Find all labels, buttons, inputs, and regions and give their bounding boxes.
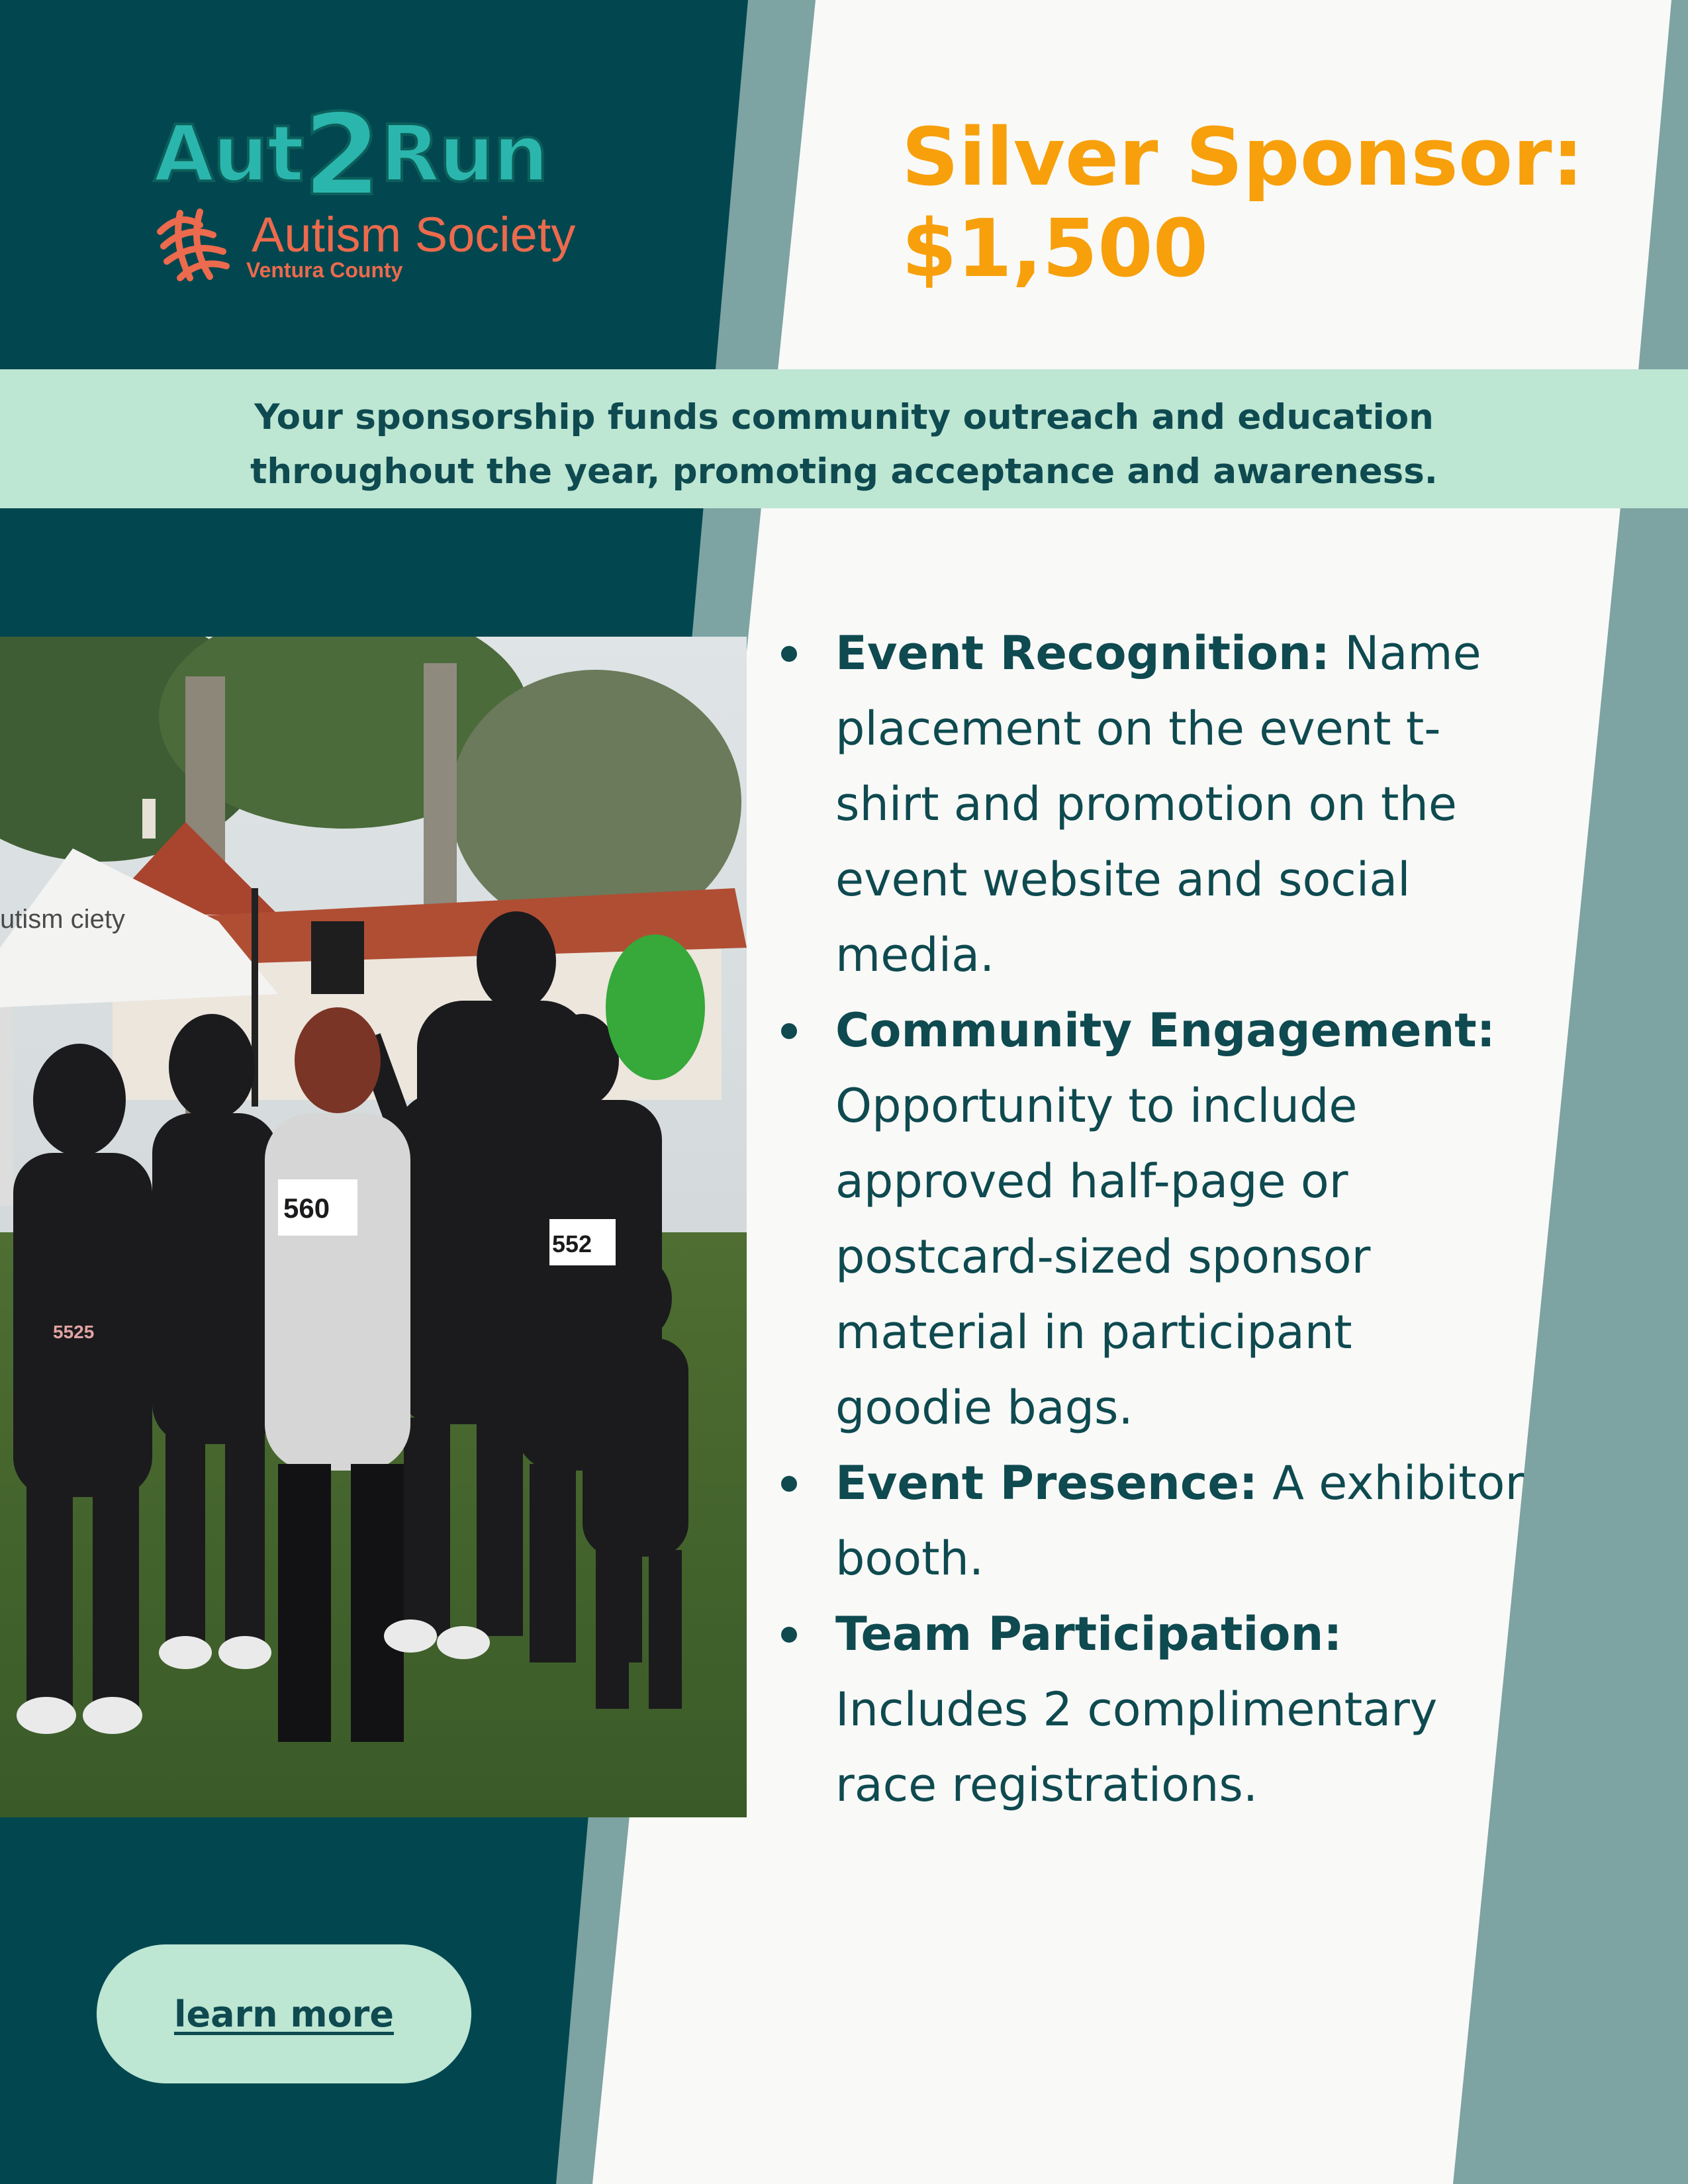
sponsorship-banner [0,369,1688,508]
autism-society-mark-icon [154,205,233,285]
banner-text [0,390,1688,499]
benefit-title: Team Participation: [835,1607,1342,1661]
logo-title: Aut2Run [154,90,547,221]
tent-text: utism ciety [0,905,125,934]
event-participants-photo [0,637,747,1817]
bib-number: 552 [552,1230,592,1257]
benefit-text: A exhibitor [1272,1456,1524,1510]
benefit-text: shirt and promotion on the [835,777,1457,831]
sponsor-tier-price: $1,500 [902,203,1209,295]
logo-org-name: Autism Society [252,207,576,262]
sponsor-tier-name: Silver Sponsor: [902,112,1584,204]
banner-line: throughout the year, promoting acceptance and awareness. [250,451,1438,492]
banner-line: Your sponsorship funds community outreach and education [254,397,1434,437]
benefit-text: Opportunity to include [835,1079,1358,1133]
benefit-item [781,1596,1536,1823]
benefit-title: Community Engagement: [835,1003,1495,1058]
benefit-text: postcard-sized sponsor [835,1230,1371,1284]
learn-more-label: learn more [173,1993,395,2035]
benefit-item [781,615,1536,993]
benefit-text: event website and social [835,852,1411,907]
benefit-text: booth. [835,1531,984,1586]
benefit-text: Name [1344,626,1481,680]
benefit-item [781,1445,1536,1596]
learn-more-button[interactable] [97,1944,471,2083]
benefit-text: media. [835,928,995,982]
bib-number: 5525 [53,1322,95,1342]
benefit-text: material in participant [835,1305,1352,1359]
logo-org-region: Ventura County [246,258,403,282]
bib-number: 560 [283,1193,330,1224]
aut2run-logo [154,86,604,285]
benefit-text: race registrations. [835,1758,1258,1812]
benefit-text: approved half-page or [835,1154,1348,1208]
benefit-text: goodie bags. [835,1381,1133,1435]
benefit-item [781,993,1536,1445]
benefit-text: placement on the event t- [835,702,1441,756]
benefit-title: Event Presence: [835,1456,1258,1510]
sponsor-tier-heading [902,112,1584,295]
benefit-text: Includes 2 complimentary [835,1682,1438,1737]
benefit-title: Event Recognition: [835,626,1330,680]
sponsor-benefits-list [781,615,1536,1823]
